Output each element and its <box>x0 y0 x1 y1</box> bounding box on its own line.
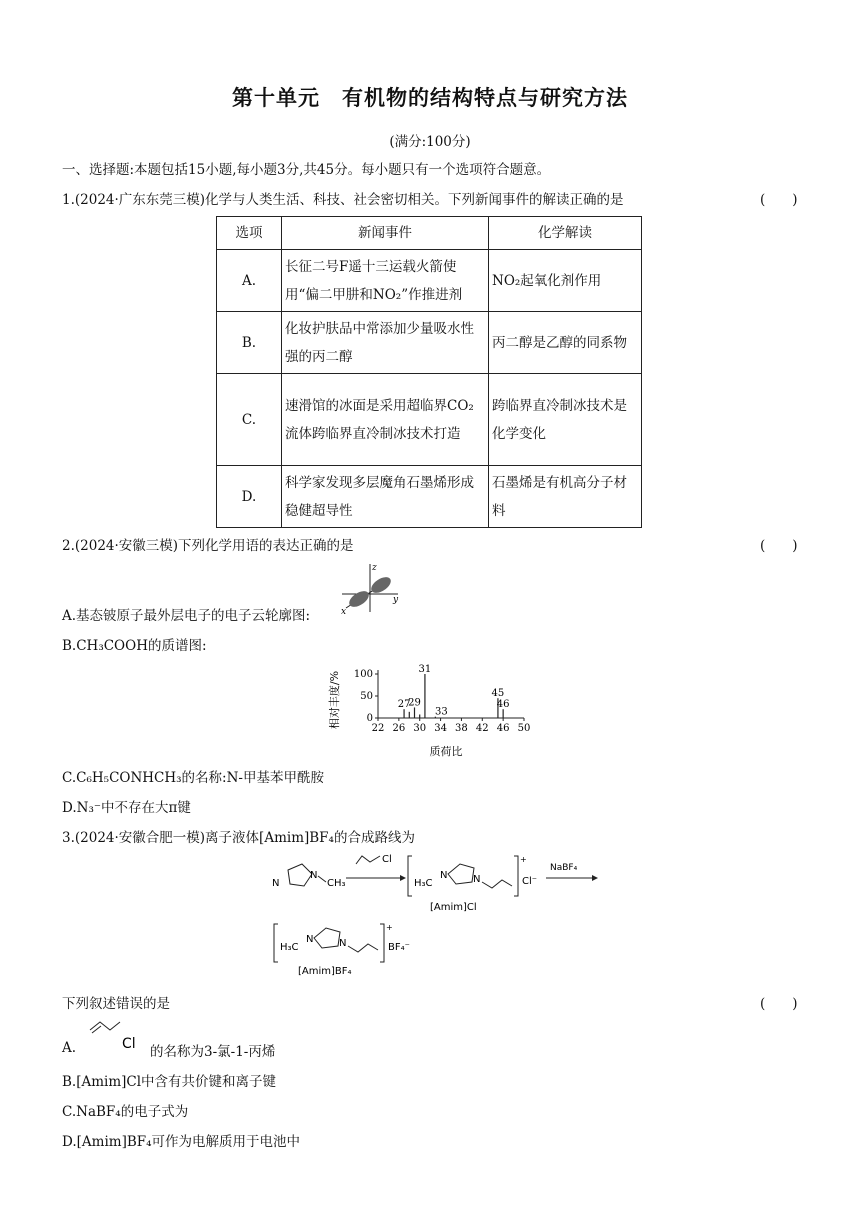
table-row <box>217 374 642 466</box>
svg-text:Cl: Cl <box>382 854 392 865</box>
svg-text:BF₄⁻: BF₄⁻ <box>388 942 410 953</box>
q1-table-header <box>217 217 642 250</box>
row-event: 化妆护肤品中常添加少量吸水性强的丙二醇 <box>282 312 489 374</box>
mass-spectrum-chart <box>326 660 536 760</box>
row-option: B. <box>217 312 282 374</box>
svg-text:H₃C: H₃C <box>414 878 433 889</box>
row-interpretation: NO₂起氧化剂作用 <box>489 250 642 312</box>
peak-label: 27 <box>397 699 411 711</box>
z-axis-label: z <box>372 563 377 573</box>
row-option: C. <box>217 374 282 466</box>
row-option: D. <box>217 466 282 528</box>
peak-label: 31 <box>418 664 432 675</box>
q3-option-c: C.NaBF₄的电子式为 <box>62 1104 189 1120</box>
amim-cl-label: [Amim]Cl <box>430 902 477 913</box>
header-interpretation: 化学解读 <box>489 217 642 250</box>
x-tick-label: 38 <box>455 723 468 734</box>
row-interpretation: 跨临界直冷制冰技术是化学变化 <box>489 374 642 466</box>
synthesis-scheme <box>270 850 610 980</box>
q2-stem: 2.(2024·安徽三模)下列化学用语的表达正确的是 <box>62 538 354 554</box>
y-axis-label: y <box>393 595 399 605</box>
peak-label: 33 <box>434 706 448 718</box>
peak-label: 29 <box>408 697 421 709</box>
methylimidazole-structure <box>272 864 346 889</box>
row-event: 长征二号F遥十三运载火箭使用“偏二甲肼和NO₂”作推进剂 <box>282 250 489 312</box>
header-option: 选项 <box>217 217 282 250</box>
orbital-lobe <box>347 588 372 610</box>
q2-option-c: C.C₆H₅CONHCH₃的名称:N-甲基苯甲酰胺 <box>62 770 324 786</box>
x-tick-label: 50 <box>517 723 531 734</box>
p-orbital-figure <box>336 560 404 616</box>
row-option: A. <box>217 250 282 312</box>
x-axis-label: x <box>341 607 347 616</box>
orbital-lobe <box>369 574 394 596</box>
allyl-chloride-structure <box>86 1016 146 1056</box>
x-tick-label: 22 <box>371 723 385 734</box>
table-row <box>217 466 642 528</box>
score-note: (满分:100分) <box>389 134 471 150</box>
y-tick-label: 50 <box>360 691 373 702</box>
svg-text:N: N <box>310 870 318 881</box>
q3-answer-blank: ( ) <box>760 996 798 1012</box>
svg-text:N: N <box>473 874 481 885</box>
q1-stem: 1.(2024·广东东莞三模)化学与人类生活、科技、社会密切相关。下列新闻事件的解读正确的是 <box>62 192 624 208</box>
svg-text:CH₃: CH₃ <box>327 878 346 889</box>
y-tick-label: 0 <box>366 713 373 724</box>
x-tick-label: 34 <box>434 723 447 734</box>
q3-option-b: B.[Amim]Cl中含有共价键和离子键 <box>62 1074 277 1090</box>
amim-bf4-label: [Amim]BF₄ <box>298 966 352 977</box>
amim-bf4-structure <box>274 923 410 977</box>
q2-answer-blank: ( ) <box>760 538 798 554</box>
peak-label: 45 <box>491 688 505 700</box>
q1-answer-blank: ( ) <box>760 192 798 208</box>
q1-table <box>216 216 642 528</box>
svg-text:N: N <box>306 934 314 945</box>
q3-prompt: 下列叙述错误的是 <box>62 996 170 1012</box>
reaction-arrow <box>346 854 406 881</box>
svg-text:Cl: Cl <box>122 1036 136 1052</box>
svg-text:Cl⁻: Cl⁻ <box>522 876 538 887</box>
x-tick-label: 26 <box>392 723 406 734</box>
svg-text:+: + <box>386 923 393 932</box>
svg-text:H₃C: H₃C <box>280 942 299 953</box>
row-interpretation: 丙二醇是乙醇的同系物 <box>489 312 642 374</box>
q2-option-b: B.CH₃COOH的质谱图: <box>62 638 207 654</box>
y-tick-label: 100 <box>353 669 373 680</box>
row-event: 速滑馆的冰面是采用超临界CO₂流体跨临界直冷制冰技术打造 <box>282 374 489 466</box>
page-title: 第十单元 有机物的结构特点与研究方法 <box>232 86 628 110</box>
amim-cl-structure <box>408 855 537 913</box>
svg-text:N: N <box>440 870 448 881</box>
q3-option-d: D.[Amim]BF₄可作为电解质用于电池中 <box>62 1134 301 1150</box>
q3-option-a-text: 的名称为3-氯-1-丙烯 <box>150 1044 276 1060</box>
svg-text:N: N <box>272 878 280 889</box>
svg-text:N: N <box>339 938 347 949</box>
q3-option-a-prefix: A. <box>62 1040 77 1056</box>
row-interpretation: 石墨烯是有机高分子材料 <box>489 466 642 528</box>
row-event: 科学家发现多层魔角石墨烯形成稳健超导性 <box>282 466 489 528</box>
section-heading: 一、选择题:本题包括15小题,每小题3分,共45分。每小题只有一个选项符合题意。 <box>62 162 551 178</box>
table-row <box>217 312 642 374</box>
header-event: 新闻事件 <box>282 217 489 250</box>
svg-text:NaBF₄: NaBF₄ <box>550 863 578 873</box>
x-tick-label: 42 <box>475 723 489 734</box>
peak-label: 46 <box>496 699 510 711</box>
chart-x-label: 质荷比 <box>429 745 463 758</box>
q2-option-a: A.基态铍原子最外层电子的电子云轮廓图: <box>62 608 311 624</box>
x-tick-label: 30 <box>413 723 427 734</box>
chart-y-label: 相对丰度/% <box>328 670 341 730</box>
q2-option-d: D.N₃⁻中不存在大π键 <box>62 800 191 816</box>
q3-stem: 3.(2024·安徽合肥一模)离子液体[Amim]BF₄的合成路线为 <box>62 830 415 846</box>
table-row <box>217 250 642 312</box>
reaction-arrow <box>546 863 598 881</box>
x-tick-label: 46 <box>496 723 510 734</box>
svg-text:+: + <box>520 855 527 864</box>
